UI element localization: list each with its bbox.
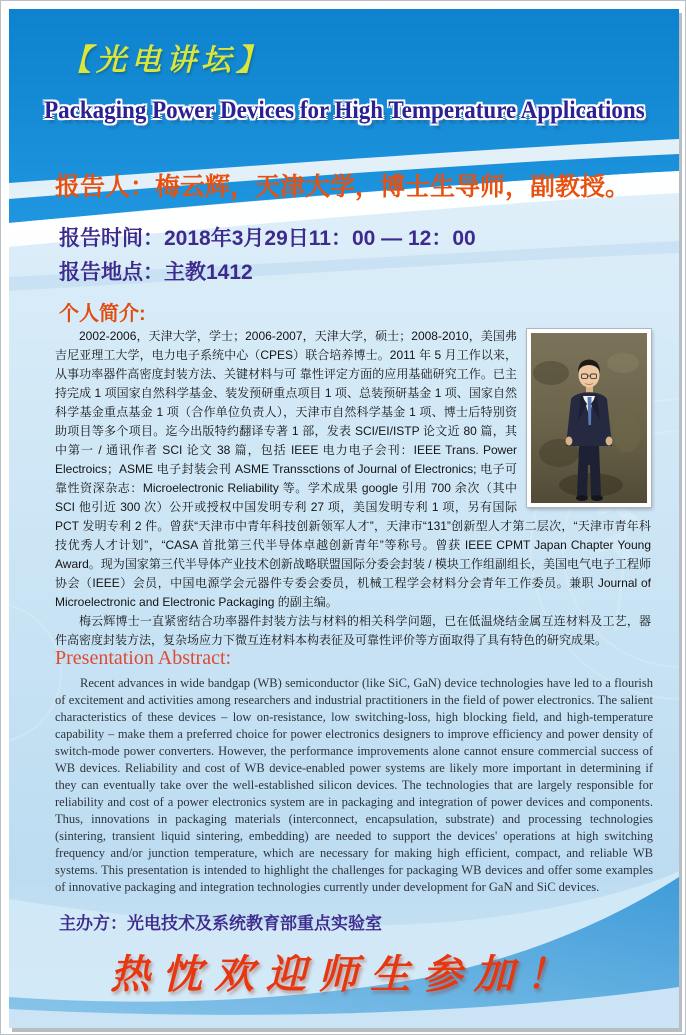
bio-paragraph-2: 梅云辉博士一直紧密结合功率器件封装方法与材料的相关科学问题，已在低温烧结金属互连材料及工艺，器件高密度封装方法，复杂场应力下微互连材料本构表征及可靠性评价等方面取得了具有特色的研究成果。 bbox=[55, 614, 651, 647]
abstract-section bbox=[55, 675, 653, 896]
poster-canvas bbox=[9, 9, 679, 1028]
bio-heading: 个人简介: bbox=[59, 303, 146, 325]
poster-title bbox=[9, 97, 679, 125]
speaker-portrait-photo bbox=[527, 329, 651, 507]
poster-title-text: Packaging Power Devices for High Temperature Applications bbox=[43, 97, 645, 124]
speaker-line bbox=[55, 167, 655, 203]
speaker-label: 报告人： bbox=[55, 173, 156, 201]
organizer-line bbox=[59, 909, 382, 934]
location-label: 报告地点： bbox=[59, 261, 164, 284]
time-value: 2018年3月29日11：00 — 12：00 bbox=[164, 227, 476, 250]
speaker-portrait-art bbox=[531, 333, 647, 503]
organizer-label: 主办方： bbox=[59, 914, 127, 933]
location-row bbox=[59, 256, 253, 286]
organizer-value: 光电技术及系统教育部重点实验室 bbox=[127, 914, 382, 933]
speaker-value: 梅云辉，天津大学，博士生导师，副教授。 bbox=[155, 173, 631, 201]
location-value: 主教1412 bbox=[164, 261, 253, 284]
bio-paragraph-1: 2002-2006，天津大学，学士；2006-2007，天津大学，硕士；2008-2010，美国弗吉尼亚理工大学，电力电子系统中心（CPES）联合培养博士。2011 年 5 月工作以来，从事功率器件高密度封装方法、关键材料与可 靠性评定方面的应用基础研究工作。已主持完成 1 项国家自然科学基金、装发预研重点项目 1 项、总装预研基金 1 项、国家自然科学基金重点基金 1 项（合作单位负责人），天津市自然科学基金 1 项、博士后特别资助项目等多个项目。迄今出版特约翻译专著 1 部，发表 SCI/EI/ISTP 论文近 80 篇，其中第一 / 通讯作者 SCI 论文 38 篇，包括 IEEE 电力电子会刊：IEEE Trans. Power Electroics；ASME 电子封装会刊 ASME Transsctions of Journal of Electronics; 电子可靠性资深杂志：Microelectronic Reliability 等。学术成果 google 引用 700 余次（其中 SCI 他引近 300 次）公开或授权中国发明专利 27 项，美国发明专利 1 项，另有国际 PCT 发明专利 2 件。曾获“天津市中青年科技创新领军人才”，天津市“131”创新型人才第二层次，“天津市青年科技优秀人才计划”，“CASA 首批第三代半导体卓越创新青年”等称号。曾获 IEEE CPMT Japan Chapter Young Award。现为国家第三代半导体产业技术创新战略联盟国际分委会封装 / 模块工作组副组长，美国电气电子工程师协会（IEEE）会员，中国电源学会元器件专委会委员，机械工程学会材料分会青年工作委员。兼职 Journal of Microelectronic and Electronic Packaging 的副主编。 bbox=[55, 329, 651, 609]
welcome-slogan: 热忱欢迎师生参加！ bbox=[110, 951, 578, 998]
abstract-heading: Presentation Abstract: bbox=[55, 647, 232, 669]
time-label: 报告时间： bbox=[59, 227, 164, 250]
abstract-paragraph: Recent advances in wide bandgap (WB) semiconductor (like SiC, GaN) device technologies have led to a flourish of excitement and activities among researchers and industrial practitioners in the field of power electronics. The salient characteristics of these devices – low on-resistance, low switching-loss, high blocking field, and high-temperature capability – make them a preferred choice for power electronics designers to improve efficiency and power density of switch-mode power converters. However, the performance improvements alone cannot ensure commercial success of WB devices. Reliability and cost of WB device-enabled power systems are likely more important in determining if they can eventually take over the well-established silicon devices. The technologies that are largely responsible for reliability and cost of a power electronics system are in packaging and integration of power devices and components. Thus, innovations in packaging materials (interconnect, encapsulation, substrate) and processing technologies (sintering, transient liquid sintering, embedding) are needed to support the devices' operations at high switching frequency and/or junction temperature, which are necessary for making high efficient, compact, and reliable WB systems. This presentation is intended to highlight the challenges for packaging WB devices and offer some examples of innovative packaging and integration technologies currently under development for GaN and SiC devices. bbox=[55, 676, 653, 894]
forum-badge: 【光电讲坛】 bbox=[61, 44, 271, 77]
bio-section bbox=[55, 327, 651, 650]
time-row bbox=[59, 222, 476, 252]
